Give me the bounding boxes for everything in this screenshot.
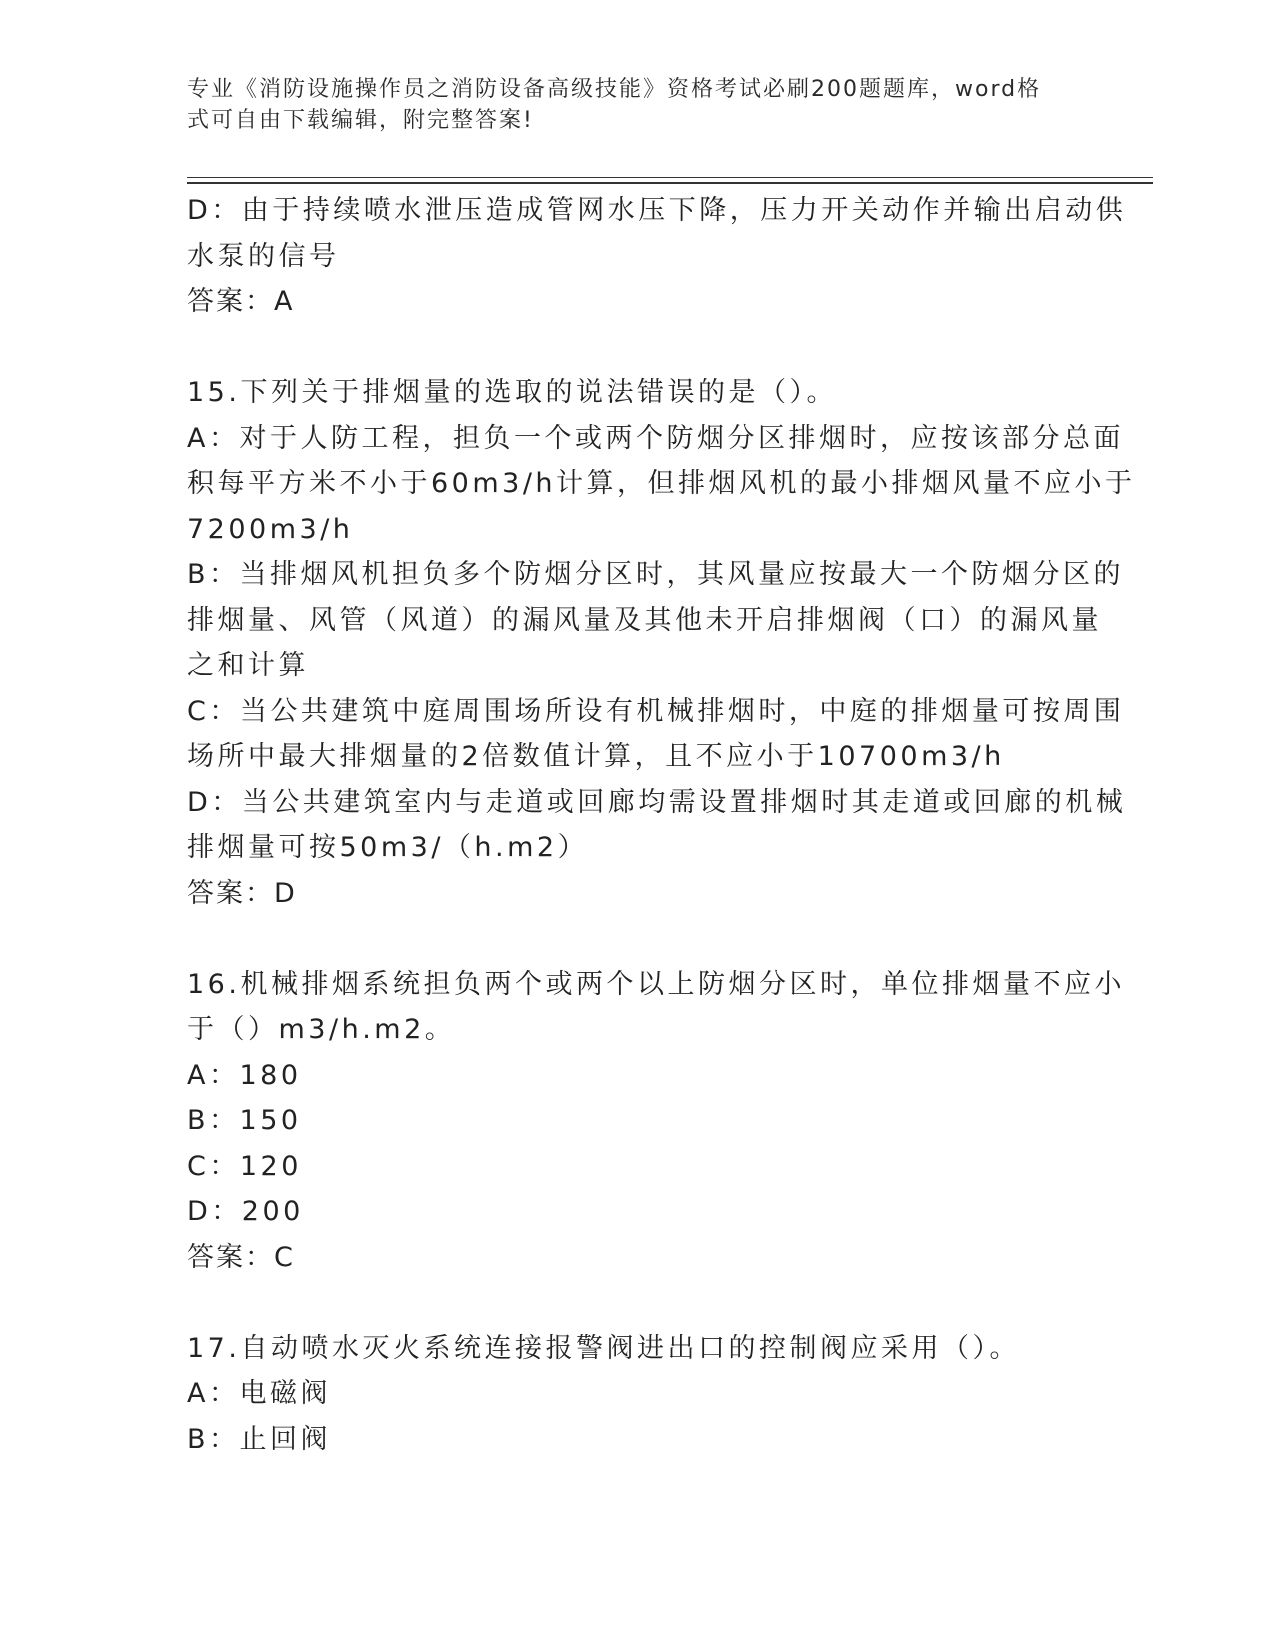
q15-option-c-line-2: 场所中最大排烟量的2倍数值计算，且不应小于10700m3/h <box>187 741 1005 772</box>
q17-option-b: B：止回阀 <box>187 1423 332 1455</box>
q16-option-a: A：180 <box>187 1059 302 1091</box>
q15-option-b-line-3: 之和计算 <box>187 650 309 681</box>
prev-option-d-line-2: 水泵的信号 <box>187 240 340 272</box>
document-header <box>187 74 1067 136</box>
q15-option-a-line-1: A：对于人防工程，担负一个或两个防烟分区排烟时，应按该部分总面 <box>187 422 1124 454</box>
question-content <box>187 188 1136 1462</box>
q15-option-c-line-1: C：当公共建筑中庭周围场所设有机械排烟时，中庭的排烟量可按周围 <box>187 695 1125 727</box>
header-divider-thin <box>187 177 1153 178</box>
q15-option-d-line-1: D：当公共建筑室内与走道或回廊均需设置排烟时其走道或回廊的机械 <box>187 786 1127 818</box>
q16-stem-line-1: 16.机械排烟系统担负两个或两个以上防烟分区时，单位排烟量不应小 <box>187 968 1125 1000</box>
header-line-1: 专业《消防设施操作员之消防设备高级技能》资格考试必刷200题题库，word格 <box>187 77 1042 102</box>
q15-option-a-line-2: 积每平方米不小于60m3/h计算，但排烟风机的最小排烟风量不应小于 <box>187 468 1136 499</box>
q16-option-d: D：200 <box>187 1196 304 1227</box>
q15-stem: 15.下列关于排烟量的选取的说法错误的是（）。 <box>187 377 837 408</box>
header-divider-thick <box>187 182 1153 184</box>
spacer <box>187 1280 1087 1326</box>
q15-option-b-line-1: B：当排烟风机担负多个防烟分区时，其风量应按最大一个防烟分区的 <box>187 559 1125 590</box>
q17-stem: 17.自动喷水灭火系统连接报警阀进出口的控制阀应采用（）。 <box>187 1332 1020 1364</box>
q16-stem-line-2: 于（）m3/h.m2。 <box>187 1014 456 1045</box>
spacer <box>187 916 1087 962</box>
q15-option-d-line-2: 排烟量可按50m3/（h.m2） <box>187 832 589 863</box>
spacer <box>187 325 1087 371</box>
q16-option-c: C：120 <box>187 1150 302 1182</box>
header-line-2: 式可自由下载编辑，附完整答案! <box>187 108 534 133</box>
q17-option-a: A：电磁阀 <box>187 1378 331 1409</box>
q15-option-b-line-2: 排烟量、风管（风道）的漏风量及其他未开启排烟阀（口）的漏风量 <box>187 604 1102 636</box>
q15-option-a-line-3: 7200m3/h <box>187 513 354 545</box>
q16-answer: 答案：C <box>187 1241 295 1273</box>
prev-answer: 答案：A <box>187 286 295 317</box>
q15-answer: 答案：D <box>187 877 297 909</box>
q16-option-b: B：150 <box>187 1105 302 1136</box>
prev-option-d-line-1: D：由于持续喷水泄压造成管网水压下降，压力开关动作并输出启动供 <box>187 195 1127 226</box>
